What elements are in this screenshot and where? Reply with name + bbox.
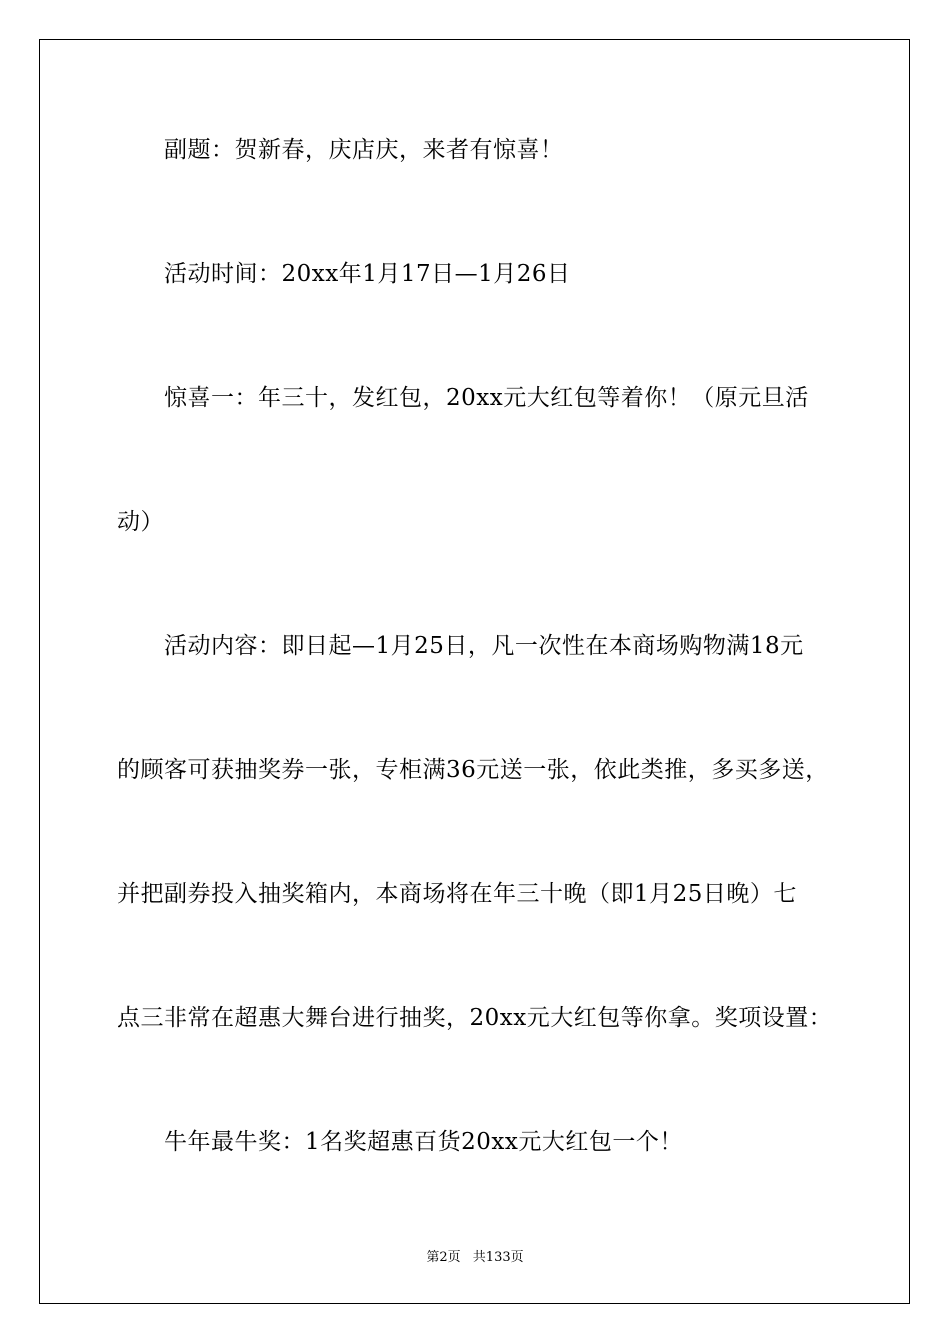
- prize-line: 牛年最牛奖：1名奖超惠百货20xx元大红包一个！: [164, 1129, 683, 1155]
- page-border: [39, 39, 910, 1304]
- page-footer: [0, 1250, 950, 1266]
- page-number: 第2页: [426, 1250, 461, 1265]
- activity-content-line-3: 并把副券投入抽奖箱内，本商场将在年三十晚（即1月25日晚）七: [117, 881, 797, 907]
- surprise-one-line: 惊喜一：年三十，发红包，20xx元大红包等着你！（原元旦活: [164, 385, 809, 411]
- activity-time-line: 活动时间：20xx年1月17日—1月26日: [164, 261, 571, 287]
- surprise-one-continuation: 动）: [117, 509, 164, 535]
- activity-content-line-4: 点三非常在超惠大舞台进行抽奖，20xx元大红包等你拿。奖项设置：: [117, 1005, 833, 1031]
- page-total: 共133页: [472, 1250, 524, 1265]
- subtitle-line: 副题：贺新春，庆店庆，来者有惊喜！: [164, 137, 564, 163]
- activity-content-line-1: 活动内容：即日起—1月25日，凡一次性在本商场购物满18元: [164, 633, 804, 659]
- activity-content-line-2: 的顾客可获抽奖券一张，专柜满36元送一张，依此类推，多买多送，: [117, 757, 829, 783]
